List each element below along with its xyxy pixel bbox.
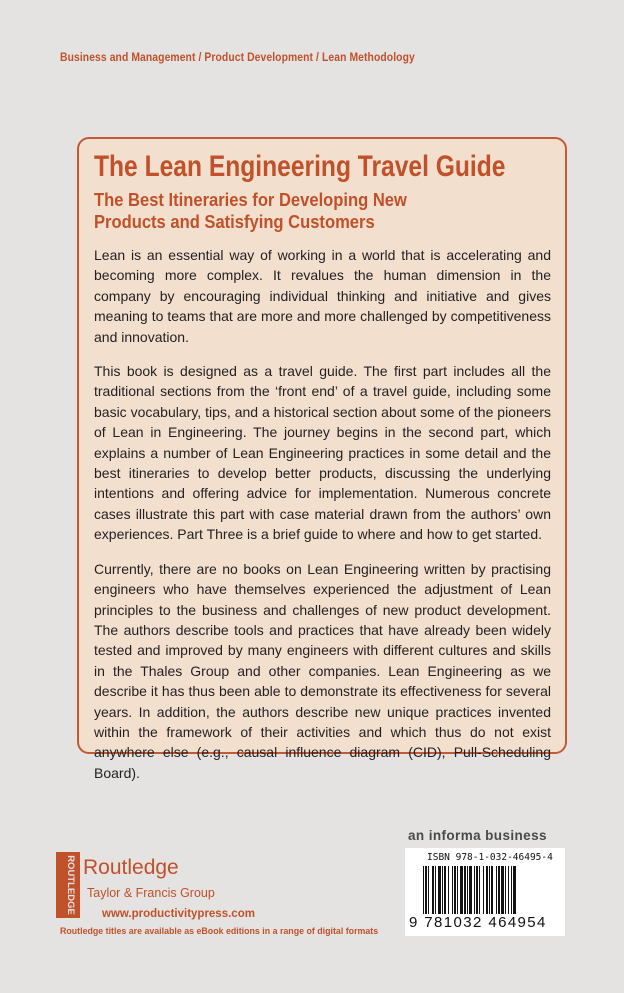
- barcode-digits: 9 781032 464954: [409, 914, 547, 931]
- publisher-website: www.productivitypress.com: [102, 908, 255, 920]
- publisher-name: Routledge: [83, 856, 179, 879]
- ebook-availability-note: Routledge titles are available as eBook editions in a range of digital formats: [60, 926, 379, 937]
- isbn-barcode: [405, 848, 565, 936]
- subject-categories: Business and Management / Product Development / Lean Methodology: [60, 52, 415, 64]
- book-subtitle: The Best Itineraries for Developing New Products and Satisfying Customers: [94, 190, 407, 232]
- informa-tagline: an informa business: [408, 828, 547, 843]
- isbn-label: ISBN 978-1-032-46495-4: [427, 852, 553, 863]
- routledge-logo-icon: [56, 852, 80, 918]
- book-title: The Lean Engineering Travel Guide: [94, 150, 506, 183]
- publisher-imprint: Taylor & Francis Group: [87, 886, 215, 900]
- logo-wordmark: ROUTLEDGE: [65, 855, 76, 915]
- description-paragraph: Lean is an essential way of working in a world that is accelerating and becoming more complex. It revalues the human dimension in the company by encouraging individual thinking and initiative and gives meaning to teams that are more and more challenged by competitiveness and innovation.: [94, 247, 551, 345]
- barcode-bars-icon: [423, 866, 551, 914]
- description-panel: [77, 137, 567, 781]
- description-paragraph: Currently, there are no books on Lean Engineering written by practising engineers who have themselves experienced the adjustment of Lean principles to the business and challenges of new product development. The authors describe tools and practices that have already been widely tested and improved by many engineers with different cultures and skills in the Thales Group and other companies. Lean Engineering as we describe it has thus been able to demonstrate its effectiveness for several years. In addition, the authors describe new unique practices invented within the framework of their activities and which thus do not exist anywhere else (e.g., causal influence diagram (CID), Pull-Scheduling Board).: [94, 560, 551, 781]
- description-paragraph: This book is designed as a travel guide. The first part includes all the traditional sections from the ‘front end’ of a travel guide, including some basic vocabulary, tips, and a historical section about some of the pioneers of Lean in Engineering. The journey begins in the second part, which explains a number of Lean Engineering practices in some detail and the best itineraries to develop better products, discussing the underlying intentions and offering advice for implementation. Numerous concrete cases illustrate this part with case material drawn from the authors’ own experiences. Part Three is a brief guide to where and how to get started.: [94, 363, 551, 543]
